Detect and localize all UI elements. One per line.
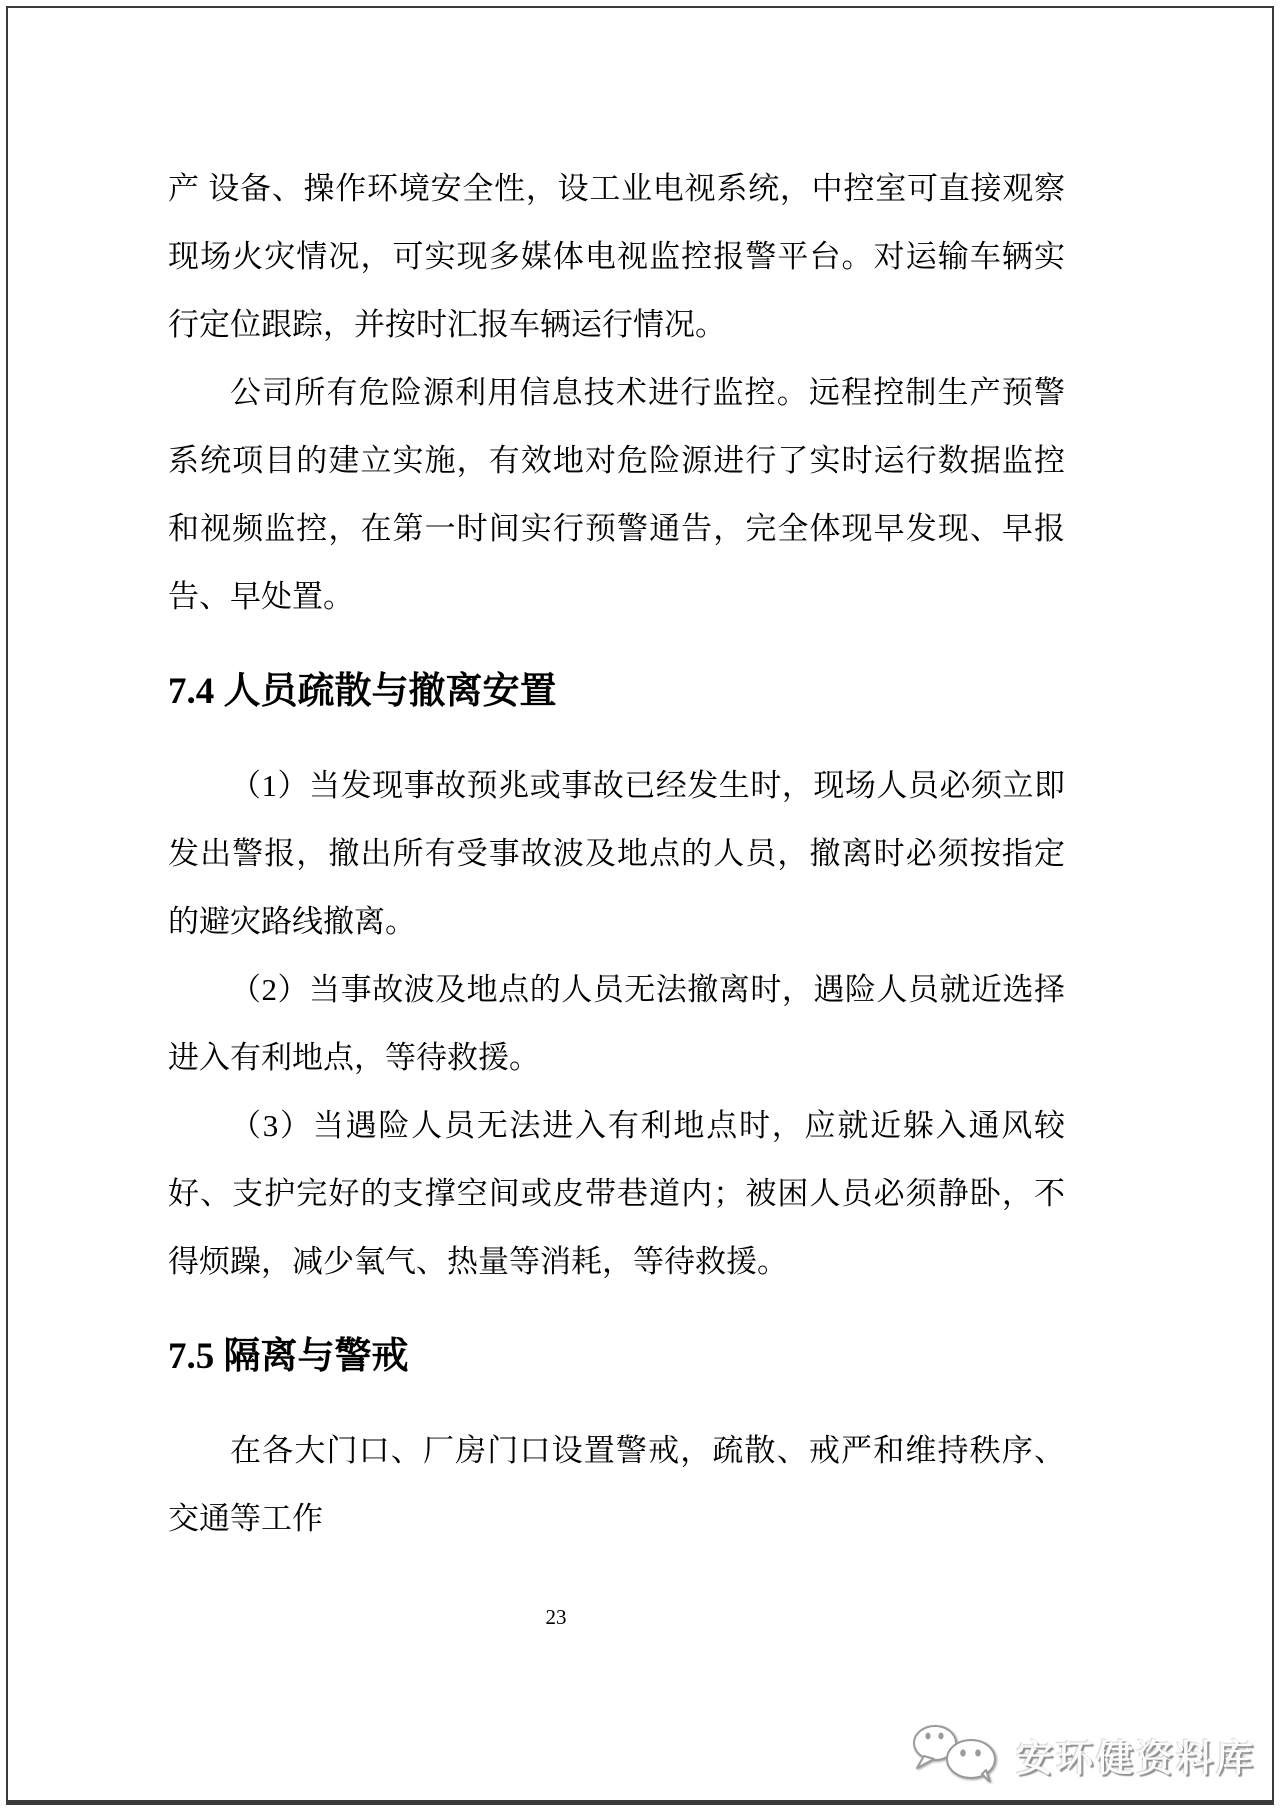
wechat-bubbles-icon [908, 1722, 1008, 1787]
watermark-text: 安环健资料库 [1016, 1737, 1256, 1779]
watermark-logo [908, 1722, 1256, 1787]
paragraph-item-1: （1）当发现事故预兆或事故已经发生时，现场人员必须立即发出警报，撤出所有受事故波及地点的人员，撤离时必须按指定的避灾路线撤离。 [168, 768, 1065, 939]
paragraph-item-3: （3）当遇险人员无法进入有利地点时，应就近躲入通风较好、支护完好的支撑空间或皮带巷道内；被困人员必须静卧，不得烦躁，减少氧气、热量等消耗，等待救援。 [168, 1108, 1065, 1279]
section-heading-7-4: 7.4 人员疏散与撤离安置 [168, 671, 557, 712]
paragraph-item-2: （2）当事故波及地点的人员无法撤离时，遇险人员就近选择进入有利地点，等待救援。 [168, 972, 1065, 1075]
paragraph-monitoring-systems: 产 设备、操作环境安全性，设工业电视系统，中控室可直接观察现场火灾情况，可实现多媒体电视监控报警平台。对运输车辆实行定位跟踪，并按时汇报车辆运行情况。 [168, 171, 1065, 342]
page-number: 23 [545, 1605, 567, 1629]
paragraph-hazard-source-monitoring: 公司所有危险源利用信息技术进行监控。远程控制生产预警系统项目的建立实施，有效地对危险源进行了实时运行数据监控和视频监控，在第一时间实行预警通告，完全体现早发现、早报告、早处置。 [168, 375, 1065, 614]
section-heading-7-5: 7.5 隔离与警戒 [168, 1336, 409, 1377]
paragraph-isolation-guard: 在各大门口、厂房门口设置警戒，疏散、戒严和维持秩序、交通等工作 [168, 1433, 1065, 1536]
document-body [168, 0, 1065, 1553]
